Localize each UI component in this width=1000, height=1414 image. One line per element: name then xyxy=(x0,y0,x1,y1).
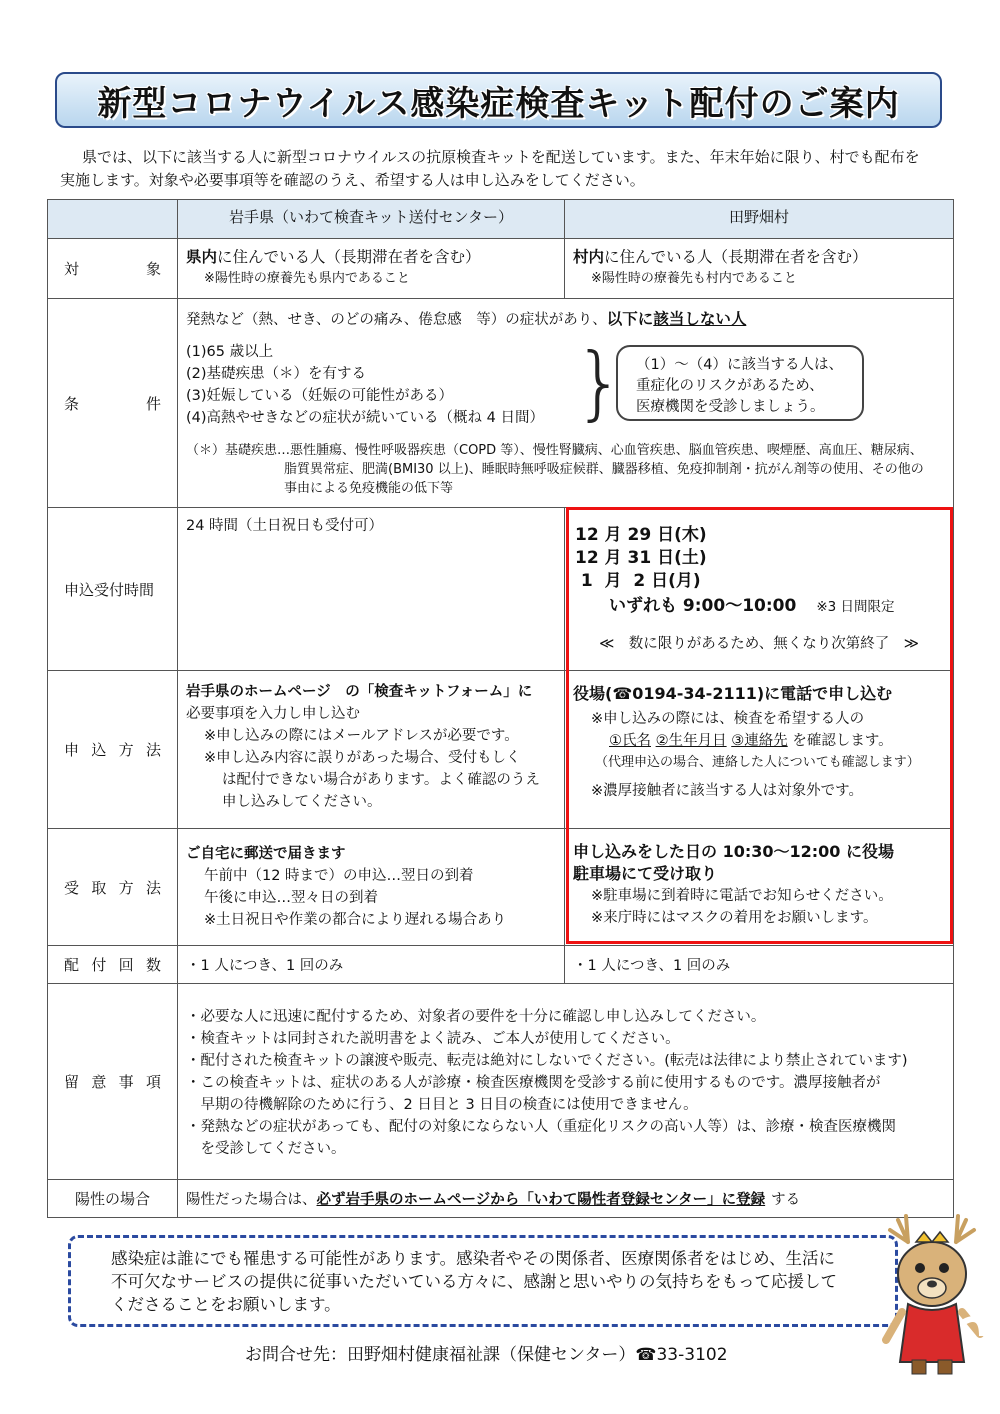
label-positive: 陽性の場合 xyxy=(48,1180,178,1218)
row-condition xyxy=(48,299,954,508)
label-count: 配 付 回 数 xyxy=(48,946,178,984)
deer-mascot-icon xyxy=(878,1212,988,1382)
table-header-row xyxy=(48,200,954,239)
label-target: 対 象 xyxy=(48,239,178,299)
receive-village: 申し込みをした日の 10:30～12:00 に役場 駐車場にて受け取り ※駐車場に到着時に電話でお知らせください。 ※来庁時にはマスクの着用をお願いします。 xyxy=(565,829,954,946)
list-item: ・発熱などの症状があっても、配付の対象にならない人（重症化リスクの高い人等）は、診療・検査医療機関 xyxy=(186,1119,897,1135)
support-message-box: 感染症は誰にでも罹患する可能性があります。感染者やその関係者、医療関係者をはじめ、生活に 不可欠なサービスの提供に従事いただいている方々に、感謝と思いやりの気持ちをもって応援して くださることをお願いします。 xyxy=(68,1235,898,1327)
receive-pref: ご自宅に郵送で届きます 午前中（12 時まで）の申込…翌日の到着 午後に申込…翌々日の到着 ※土日祝日や作業の都合により遅れる場合あり xyxy=(178,829,565,946)
disease-note: （＊）基礎疾患…悪性腫瘍、慢性呼吸器疾患（COPD 等）、慢性腎臓病、心血管疾患、脳血管疾患、喫煙歴、高血圧、糖尿病、 脂質異常症、肥満(BMI30 以上)、睡眠時無呼吸症候群、臓器移植、免疫抑制剤・抗がん剤等の使用、その他の 事由による免疫機能の低下等 xyxy=(186,443,924,496)
page-title: 新型コロナウイルス感染症検査キット配付のご案内 xyxy=(97,83,900,124)
row-reception xyxy=(48,508,954,671)
row-receive xyxy=(48,829,954,946)
condition-lead: 発熱など（熱、せき、のどの痛み、倦怠感 等）の症状があり、以下に該当しない人 xyxy=(186,310,747,328)
list-item: ・検査キットは同封された説明書をよく読み、ご本人が使用してください。 xyxy=(186,1031,680,1047)
intro-line: 県では、以下に該当する人に新型コロナウイルスの抗原検査キットを配送しています。また、年末年始に限り、村でも配布を xyxy=(82,148,920,166)
condition-content xyxy=(178,299,954,508)
count-pref: ・1 人につき、1 回のみ xyxy=(178,946,565,984)
reception-village: 12 月 29 日(木) 12 月 31 日(土) 1 月 2 日(月) いずれも 9:00～10:00 ※3 日間限定 ≪ 数に限りがあるため、無くなり次第終了 ≫ xyxy=(565,508,954,671)
method-pref: 岩手県のホームページ の「検査キットフォーム」に 必要事項を入力し申し込む ※申し込みの際にはメールアドレスが必要です。 ※申し込み内容に誤りがあった場合、受付もしく は配付できない場合があります。よく確認のうえ 申し込みしてください。 xyxy=(178,671,565,829)
list-item: を受診してください。 xyxy=(186,1141,346,1157)
list-item: ・この検査キットは、症状のある人が診療・検査医療機関を受診する前に使用するものです。濃厚接触者が xyxy=(186,1075,881,1091)
row-target xyxy=(48,239,954,299)
positive-content: 陽性だった場合は、必ず岩手県のホームページから「いわて陽性者登録センター」に登録 する xyxy=(178,1180,954,1218)
label-method: 申 込 方 法 xyxy=(48,671,178,829)
reception-pref: 24 時間（土日祝日も受付可） xyxy=(178,508,565,671)
header-pref: 岩手県（いわて検査キット送付センター） xyxy=(178,200,565,239)
title-banner xyxy=(55,72,942,128)
header-village: 田野畑村 xyxy=(565,200,954,239)
row-notes xyxy=(48,984,954,1180)
row-positive xyxy=(48,1180,954,1218)
intro-text xyxy=(60,146,950,192)
condition-list xyxy=(186,341,544,429)
info-table xyxy=(47,199,954,1218)
row-count xyxy=(48,946,954,984)
list-item: ・配付された検査キットの譲渡や販売、転売は絶対にしないでください。(転売は法律により禁止されています) xyxy=(186,1053,908,1069)
label-reception: 申込受付時間 xyxy=(48,508,178,671)
count-village: ・1 人につき、1 回のみ xyxy=(565,946,954,984)
row-method xyxy=(48,671,954,829)
label-notes: 留 意 事 項 xyxy=(48,984,178,1180)
list-item: (4)高熱やせきなどの症状が続いている（概ね 4 日間） xyxy=(186,410,544,426)
list-item: ・必要な人に迅速に配付するため、対象者の要件を十分に確認し申し込みしてください。 xyxy=(186,1009,766,1025)
intro-line: 実施します。対象や必要事項等を確認のうえ、希望する人は申し込みをしてください。 xyxy=(60,171,645,189)
notes-content xyxy=(178,984,954,1180)
brace-icon: } xyxy=(574,336,625,429)
target-pref: 県内に住んでいる人（長期滞在者を含む） ※陽性時の療養先も県内であること xyxy=(178,239,565,299)
target-village: 村内に住んでいる人（長期滞在者を含む） ※陽性時の療養先も村内であること xyxy=(565,239,954,299)
condition-note-box: （1）～（4）に該当する人は、 重症化のリスクがあるため、 医療機関を受診しましょう。 xyxy=(616,345,864,421)
list-item: (3)妊娠している（妊娠の可能性がある） xyxy=(186,388,454,404)
label-condition: 条 件 xyxy=(48,299,178,508)
list-item: (1)65 歳以上 xyxy=(186,344,274,360)
list-item: 早期の待機解除のために行う、2 日目と 3 日目の検査には使用できません。 xyxy=(186,1097,698,1113)
label-receive: 受 取 方 法 xyxy=(48,829,178,946)
list-item: (2)基礎疾患（＊）を有する xyxy=(186,366,367,382)
method-village: 役場(☎0194-34-2111)に電話で申し込む ※申し込みの際には、検査を希望する人の ①氏名 ②生年月日 ③連絡先 を確認します。 （代理申込の場合、連絡した人についても確認します） ※濃厚接触者に該当する人は対象外です。 xyxy=(565,671,954,829)
contact-info: お問合せ先：田野畑村健康福祉課（保健センター）☎33-3102 xyxy=(245,1345,728,1365)
header-blank xyxy=(48,200,178,239)
